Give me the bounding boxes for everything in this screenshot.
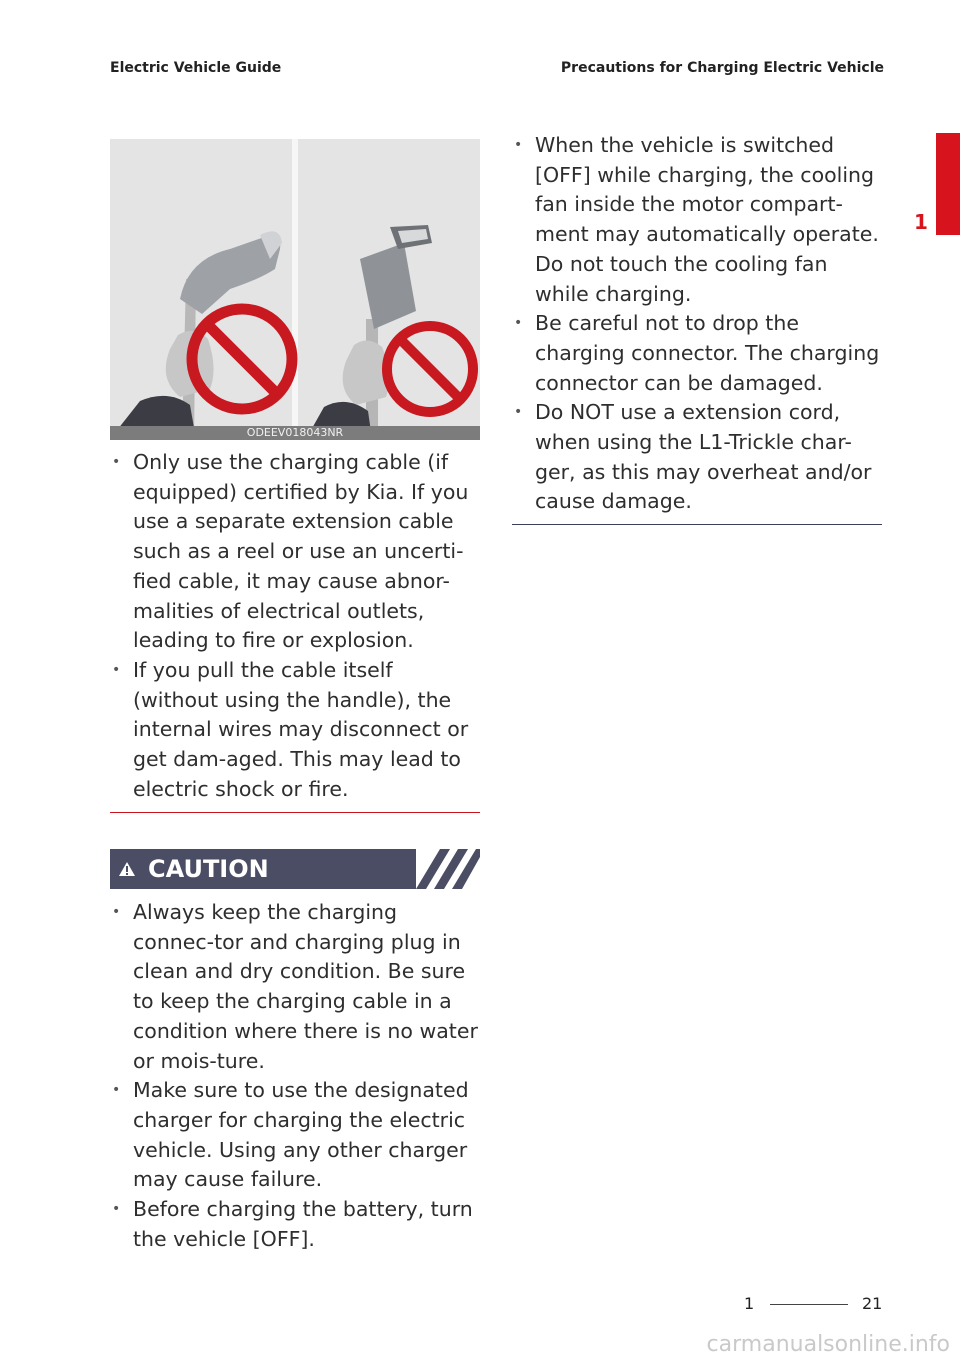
- prohibited-cable-handling-illustration: [110, 139, 480, 440]
- prohibition-sign-icon: [387, 326, 473, 412]
- list-item: • Before charging the battery, turn the vehicle [OFF].: [110, 1195, 480, 1254]
- warning-bullet-list: [110, 448, 480, 804]
- list-item: • Always keep the charging connec-tor and charging plug in clean and dry condition. Be sure to keep the charging cable in a condition where there is no water or mois-ture.: [110, 898, 480, 1076]
- caution-heading: CAUTION: [148, 855, 269, 883]
- list-item: • When the vehicle is switched [OFF] while charging, the cooling fan inside the motor compart-ment may automatically operate. Do not touch the cooling fan while charging.: [512, 131, 882, 309]
- caution-bullet-list: [110, 898, 480, 1254]
- list-item: • If you pull the cable itself (without using the handle), the internal wires may disconnect or get dam-aged. This may lead to electric shock or fire.: [110, 656, 480, 805]
- running-header-left: Electric Vehicle Guide: [110, 60, 282, 76]
- figure-caption: ODEEV018043NR: [110, 426, 480, 440]
- right-column-bullet-list: [512, 131, 882, 517]
- footer-page-number: 21: [862, 1294, 883, 1313]
- illustration-figure: [110, 139, 480, 440]
- section-end-divider: [512, 524, 882, 525]
- list-item: • Only use the charging cable (if equipped) certified by Kia. If you use a separate extension cable such as a reel or use an uncerti-fied cable, it may cause abnor-malities of electrical outlets, leading to fire or explosion.: [110, 448, 480, 656]
- source-watermark: carmanualsonline.info: [706, 1332, 950, 1357]
- warning-triangle-icon: [118, 861, 136, 877]
- caution-banner: [110, 849, 480, 889]
- footer-chapter-number: 1: [744, 1294, 755, 1313]
- list-item: • Do NOT use a extension cord, when using the L1-Trickle char-ger, as this may overheat and/or cause damage.: [512, 398, 882, 517]
- section-divider: [110, 812, 480, 813]
- running-header-right: Precautions for Charging Electric Vehicle: [560, 60, 884, 76]
- caution-stripe-decoration: [416, 849, 480, 889]
- list-item: • Be careful not to drop the charging connector. The charging connector can be damaged.: [512, 309, 882, 398]
- chapter-side-tab: [936, 133, 960, 235]
- chapter-side-number: 1: [914, 210, 928, 234]
- footer-separator-line: [770, 1304, 848, 1305]
- list-item: • Make sure to use the designated charger for charging the electric vehicle. Using any other charger may cause failure.: [110, 1076, 480, 1195]
